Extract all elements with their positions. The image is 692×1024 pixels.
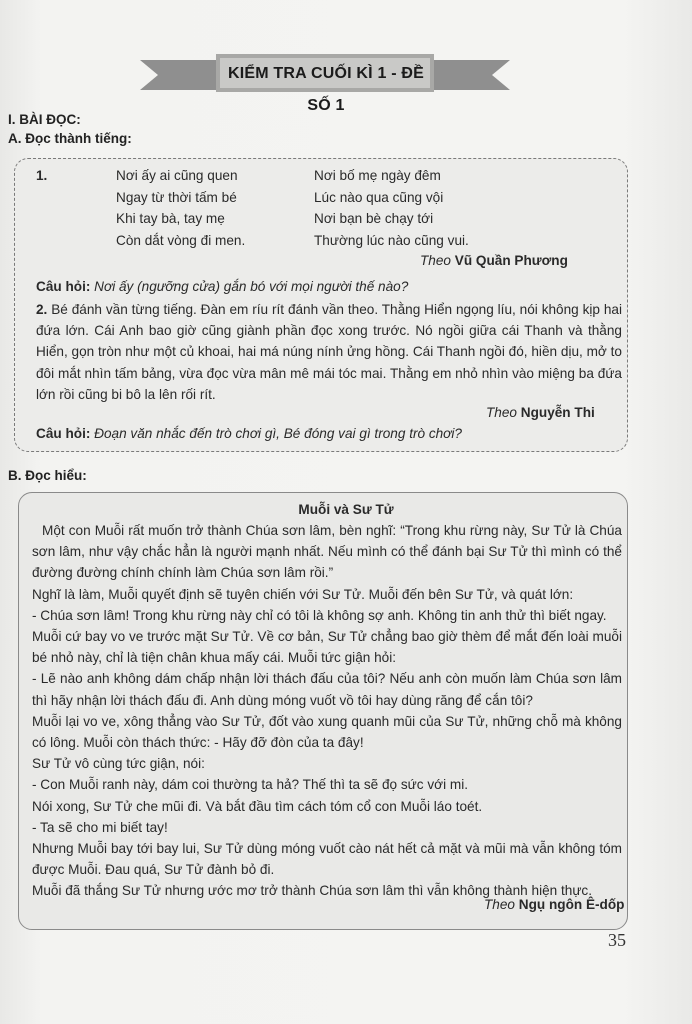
source-author: Ngụ ngôn Ê-dốp — [518, 897, 625, 912]
story-paragraph: Một con Muỗi rất muốn trở thành Chúa sơn lâm, bèn nghĩ: “Trong khu rừng này, Sư Tử là Chúa sơn lâm, như vậy chắc hẳn là người mạnh nhất. Nếu mình có thể đánh bại Sư Tử thì mình có thể đường đường chính chính làm Chúa sơn lâm rồi.” — [32, 523, 622, 581]
source-author: Vũ Quần Phương — [454, 253, 568, 268]
section-reading-aloud-title: A. Đọc thành tiếng: — [8, 131, 132, 146]
source-prefix: Theo — [486, 405, 517, 420]
question-label: Câu hỏi: — [36, 279, 91, 294]
story-title: Muỗi và Sư Tử — [298, 502, 394, 517]
page-number: 35 — [608, 930, 626, 950]
question-text: Nơi ấy (ngưỡng cửa) gắn bó với mọi người thế nào? — [94, 279, 409, 294]
story-paragraph: Muỗi cứ bay vo ve trước mặt Sư Tử. Về cơ bản, Sư Tử chẳng bao giờ thèm để mắt đến loài muỗi bé nhỏ này, chỉ là tiện chân khua mấy cái. Muỗi tức giận hỏi: — [32, 629, 622, 666]
question-label: Câu hỏi: — [36, 426, 91, 441]
story-body — [32, 520, 622, 902]
story-paragraph: Sư Tử vô cùng tức giận, nói: — [32, 756, 205, 772]
exam-title: KIỂM TRA CUỐI KÌ 1 - ĐỀ SỐ 1 — [227, 65, 424, 114]
section-comprehension-title: B. Đọc hiểu: — [8, 468, 87, 483]
passage-number: 2. — [36, 302, 48, 317]
passage-2 — [36, 299, 622, 405]
question-2 — [36, 423, 462, 444]
poem-source — [420, 250, 568, 271]
poem-line: Nơi bạn bè chạy tới — [314, 211, 434, 226]
passage-source — [486, 402, 595, 423]
poem-line: Còn dắt vòng đi men. — [116, 233, 246, 248]
poem-line: Khi tay bà, tay mẹ — [116, 211, 225, 226]
poem-line: Nơi bố mẹ ngày đêm — [314, 168, 441, 183]
poem-line: Thường lúc nào cũng vui. — [314, 233, 469, 248]
poem-line: Ngay từ thời tấm bé — [116, 190, 237, 205]
story-paragraph: Muỗi đã thắng Sư Tử nhưng ước mơ trở thành Chúa sơn lâm thì vẫn không thành hiện thực. — [32, 883, 593, 899]
story-paragraph: - Ta sẽ cho mi biết tay! — [32, 819, 168, 835]
poem-line: Lúc nào qua cũng vội — [314, 190, 444, 205]
question-1 — [36, 276, 408, 297]
story-paragraph: - Lẽ nào anh không dám chấp nhận lời thách đấu của tôi? Nếu anh còn muốn làm Chúa sơn lâm thì hãy nhận lời thách đấu đi. Anh dùng móng vuốt vồ tôi hay dùng răng để cắn tôi? — [32, 671, 622, 708]
story-source — [484, 894, 624, 915]
story-paragraph: Nhưng Muỗi bay tới bay lui, Sư Tử dùng móng vuốt cào nát hết cả mặt và mũi mà vẫn không tóm được Muỗi. Đau quá, Sư Tử đành bỏ đi. — [32, 841, 622, 878]
source-prefix: Theo — [484, 897, 515, 912]
source-prefix: Theo — [420, 253, 451, 268]
title-banner — [140, 50, 510, 114]
poem-number: 1. — [36, 168, 48, 183]
section-reading-title: I. BÀI ĐỌC: — [8, 112, 81, 127]
poem-line: Nơi ấy ai cũng quen — [116, 168, 238, 183]
source-author: Nguyễn Thi — [520, 405, 595, 420]
story-paragraph: Nghĩ là làm, Muỗi quyết định sẽ tuyên chiến với Sư Tử. Muỗi đến bên Sư Tử, và quát lớn: — [32, 586, 574, 602]
story-paragraph: Nói xong, Sư Tử che mũi đi. Và bắt đầu tìm cách tóm cổ con Muỗi láo toét. — [32, 798, 483, 814]
passage-text: Bé đánh vần từng tiếng. Đàn em ríu rít đánh vần theo. Thằng Hiển ngọng líu, nói không kịp hai đứa lớn. Cái Anh bao giờ cũng giành phần đọc xong trước. Nó ngồi giữa cái Thanh và thằng Hiển, gọn tròn như một củ khoai, hai má núng nính ửng hồng. Cái Thanh ngồi đó, hiền dịu, mở to đôi mắt nhìn tấm bảng, vừa đọc vừa mân mê mái tóc mai. Thằng em nhỏ nhìn vào miệng ba đứa lớn rồi cũng bi bô la lên rối rít. — [36, 302, 623, 402]
story-paragraph: Muỗi lại vo ve, xông thẳng vào Sư Tử, đốt vào xung quanh mũi của Sư Tử, những chỗ mà không có lông. Muỗi còn thách thức: - Hãy đỡ đòn của ta đây! — [32, 713, 622, 751]
question-text: Đoạn văn nhắc đến trò chơi gì, Bé đóng vai gì trong trò chơi? — [94, 426, 462, 441]
story-paragraph: - Con Muỗi ranh này, dám coi thường ta hả? Thế thì ta sẽ đọ sức với mi. — [32, 777, 468, 793]
story-paragraph: - Chúa sơn lâm! Trong khu rừng này chỉ có tôi là không sợ anh. Không tin anh thử thì biết ngay. — [32, 607, 607, 623]
